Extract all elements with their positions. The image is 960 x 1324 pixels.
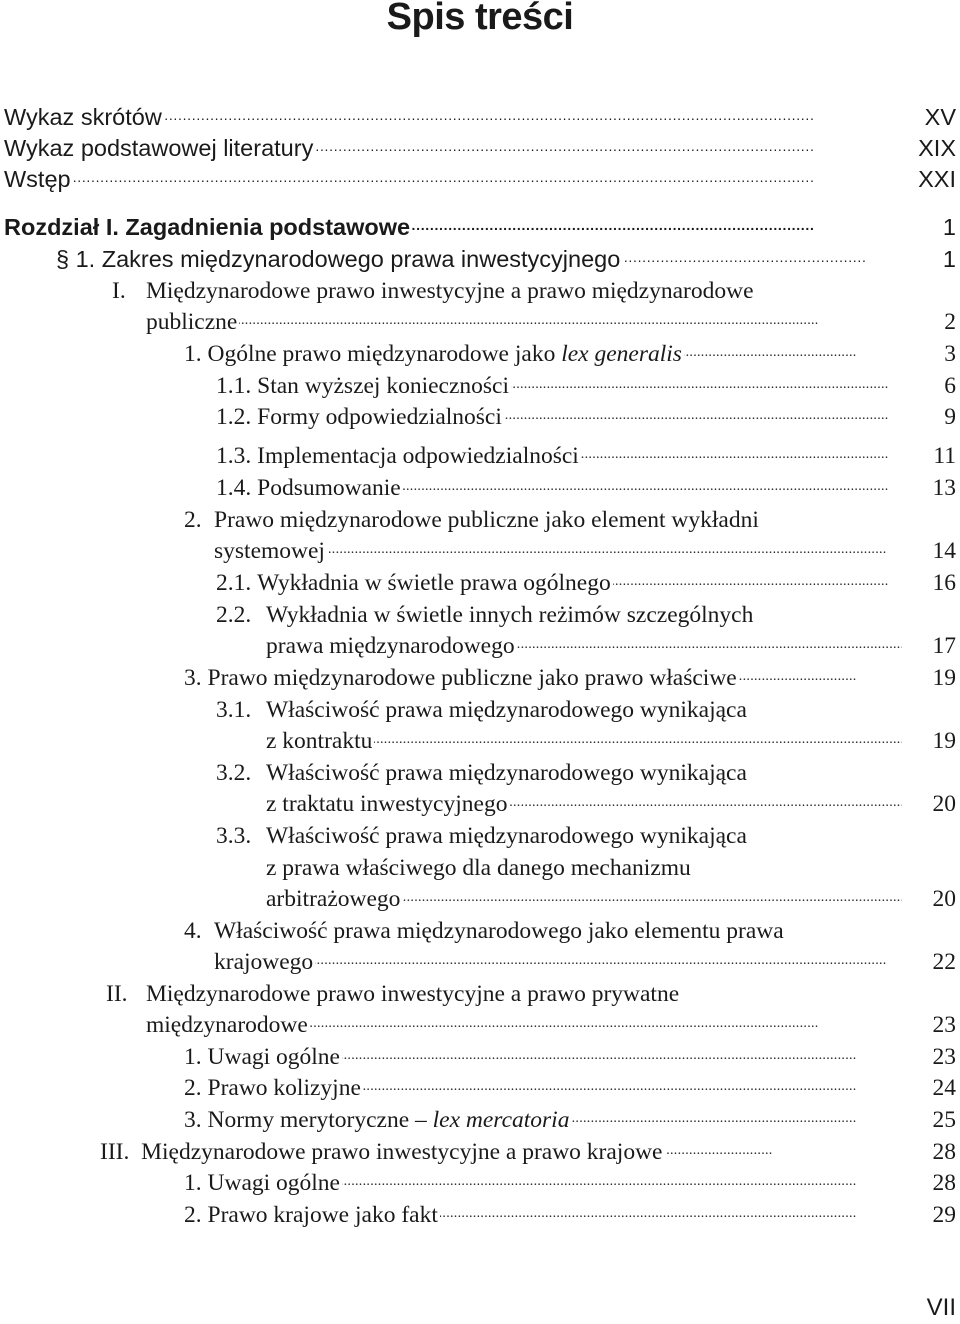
toc-entry[interactable]: [56, 244, 902, 275]
toc-entry[interactable]: [216, 473, 902, 504]
toc-entry-label: . . . systemowej: [214, 536, 327, 567]
toc-page-number: XV: [924, 104, 956, 130]
toc-page-number: 28: [932, 1139, 956, 1165]
toc-entry-number: 1.: [184, 341, 202, 367]
toc-entry-label: Wykładnia w świetle prawa ogólnego: [257, 570, 611, 596]
toc-entry-number: 4.: [184, 918, 202, 944]
toc-entry-label: Właściwość prawa międzynarodowego wynikająca: [266, 760, 747, 786]
toc-page-number: 2: [944, 309, 956, 335]
toc-entry[interactable]: [216, 568, 902, 599]
toc-entry[interactable]: [106, 979, 902, 1010]
toc-page-number: 13: [932, 475, 956, 501]
toc-entry-continuation[interactable]: [214, 536, 902, 567]
toc-page-number: 1: [942, 246, 956, 272]
toc-entry[interactable]: [184, 1200, 902, 1231]
toc-entry-number: 2.: [184, 1075, 202, 1101]
toc-entry[interactable]: [4, 164, 902, 195]
toc-entry-label: Implementacja odpowiedzialności: [257, 443, 579, 469]
toc-entry-continuation[interactable]: [266, 789, 902, 820]
toc-entry-label: Prawo krajowe jako fakt: [207, 1202, 438, 1228]
toc-entry-label: Międzynarodowe prawo inwestycyjne a prawo międzynarodowe: [146, 278, 754, 304]
toc-entry-number: 1.4.: [216, 475, 252, 501]
toc-entry[interactable]: [100, 1137, 902, 1168]
toc-entry-label: . . . Wykaz skrótów: [4, 102, 164, 133]
toc-entry[interactable]: [216, 600, 902, 631]
toc-entry-number: 3.2.: [216, 760, 252, 786]
toc-entry[interactable]: [216, 441, 902, 472]
toc-entry-continuation[interactable]: [214, 947, 902, 978]
toc-entry[interactable]: [216, 695, 902, 726]
toc-entry-label: Prawo kolizyjne: [207, 1075, 361, 1101]
toc-entry-label: . . . międzynarodowe: [146, 1010, 310, 1041]
toc-entry-number: 1.3.: [216, 443, 252, 469]
toc-entry-label: Właściwość prawa międzynarodowego wynikająca: [266, 823, 747, 849]
toc-entry[interactable]: [216, 402, 902, 433]
toc-entry-label: Podsumowanie: [257, 475, 401, 501]
toc-entry-label: . . . z traktatu inwestycyjnego: [266, 789, 509, 820]
toc-page-number: 11: [933, 443, 956, 469]
toc-entry[interactable]: [216, 821, 902, 852]
toc-entry-number: 2.1.: [216, 570, 252, 596]
toc-entry-label: Wykładnia w świetle innych reżimów szczególnych: [266, 602, 754, 628]
toc-entry[interactable]: [4, 133, 902, 164]
toc-entry-continuation[interactable]: [146, 1010, 902, 1041]
toc-entry-label: Międzynarodowe prawo inwestycyjne a prawo krajowe: [141, 1139, 663, 1165]
toc-entry-label: . . . arbitrażowego: [266, 884, 402, 915]
toc-entry-number: 2.2.: [216, 602, 252, 628]
toc-entry-label: . . . prawa międzynarodowego: [266, 631, 517, 662]
toc-page-number: 9: [944, 404, 956, 430]
toc-page-number: 23: [932, 1012, 956, 1038]
toc-entry-continuation[interactable]: [266, 884, 902, 915]
toc-page-number: 3: [944, 341, 956, 367]
toc-entry-continuation[interactable]: [146, 307, 902, 338]
toc-page-number: 22: [932, 949, 956, 975]
toc-entry-label: Stan wyższej konieczności: [257, 373, 510, 399]
toc-entry-number: I.: [112, 278, 126, 304]
toc-page-number: 20: [932, 791, 956, 817]
toc-entry[interactable]: [184, 1073, 902, 1104]
toc-entry[interactable]: [184, 1042, 902, 1073]
toc-entry-italic: lex generalis: [561, 341, 682, 367]
toc-entry-continuation[interactable]: [266, 853, 902, 884]
toc-entry-number: 1.: [184, 1044, 202, 1070]
toc-entry[interactable]: [184, 1105, 902, 1136]
toc-page-number: 14: [932, 538, 956, 564]
toc-page-number: 16: [932, 570, 956, 596]
toc-entry-label: . . . krajowego: [214, 947, 315, 978]
toc-entry-continuation[interactable]: [266, 726, 902, 757]
page-title: Spis treści: [386, 0, 574, 38]
toc-entry-label: Zakres międzynarodowego prawa inwestycyjnego: [101, 246, 621, 272]
toc-entry-number: 1.1.: [216, 373, 252, 399]
toc-page-number: 6: [944, 373, 956, 399]
toc-page-number: 29: [932, 1202, 956, 1228]
toc-entry-label: . . . z kontraktu: [266, 726, 374, 757]
toc-entry-continuation[interactable]: [266, 631, 902, 662]
toc-entry[interactable]: [184, 916, 902, 947]
toc-entry-label: . . . Wykaz podstawowej literatury: [4, 133, 315, 164]
toc-entry-label: Formy odpowiedzialności: [257, 404, 502, 430]
toc-entry-label: Uwagi ogólne: [207, 1044, 340, 1070]
toc-entry[interactable]: [4, 102, 902, 133]
toc-entry-label: Normy merytoryczne –: [207, 1107, 427, 1133]
toc-chapter-entry[interactable]: [4, 212, 902, 243]
toc-entry-label: . . . Wstęp: [4, 164, 73, 195]
toc-entry-label: Ogólne prawo międzynarodowe jako: [207, 341, 556, 367]
toc-page-number: 1: [942, 214, 956, 240]
toc-page-number: 20: [932, 886, 956, 912]
toc-entry-label: z prawa właściwego dla danego mechanizmu: [266, 853, 693, 884]
toc-page-number: 19: [932, 665, 956, 691]
toc-entry-label: Właściwość prawa międzynarodowego wynikająca: [266, 697, 747, 723]
toc-entry-number: § 1.: [56, 246, 96, 272]
toc-entry-label: Właściwość prawa międzynarodowego jako elementu prawa: [214, 918, 784, 944]
toc-entry-number: 3.3.: [216, 823, 252, 849]
toc-entry-label: Międzynarodowe prawo inwestycyjne a prawo prywatne: [146, 981, 680, 1007]
toc-entry-label: Prawo międzynarodowe publiczne jako element wykładni: [214, 507, 759, 533]
toc-entry-number: 3.: [184, 1107, 202, 1133]
toc-entry-number: 2.: [184, 1202, 202, 1228]
toc-page-number: 23: [932, 1044, 956, 1070]
toc-page-number: XXI: [918, 166, 956, 192]
toc-entry-number: 2.: [184, 507, 202, 533]
toc-page-number: 17: [932, 633, 956, 659]
toc-entry[interactable]: [184, 663, 902, 694]
toc-page-number: 25: [932, 1107, 956, 1133]
toc-entry-number: 1.: [184, 1170, 202, 1196]
toc-page-number: 24: [932, 1075, 956, 1101]
toc-entry-number: III.: [100, 1139, 130, 1165]
toc-page-number: 19: [932, 728, 956, 754]
toc-entry-label: Uwagi ogólne: [207, 1170, 340, 1196]
toc-entry[interactable]: [184, 505, 902, 536]
toc-entry[interactable]: [184, 339, 902, 370]
page-folio: VII: [926, 1294, 956, 1321]
toc-entry[interactable]: [216, 371, 902, 402]
toc-page-number: XIX: [918, 135, 956, 161]
toc-entry-italic: lex mercatoria: [432, 1107, 570, 1133]
toc-page-number: 28: [932, 1170, 956, 1196]
toc-entry-number: 1.2.: [216, 404, 252, 430]
toc-entry-number: 3.: [184, 665, 202, 691]
toc-entry[interactable]: [216, 758, 902, 789]
toc-entry-label: . . . Rozdział I. Zagadnienia podstawowe: [4, 212, 412, 243]
toc-entry[interactable]: [112, 276, 902, 307]
toc-entry-label: . . . publiczne: [146, 307, 239, 338]
toc-entry-number: II.: [106, 981, 128, 1007]
toc-entry-number: 3.1.: [216, 697, 252, 723]
toc-entry-label: Prawo międzynarodowe publiczne jako prawo właściwe: [207, 665, 737, 691]
toc-entry[interactable]: [184, 1168, 902, 1199]
